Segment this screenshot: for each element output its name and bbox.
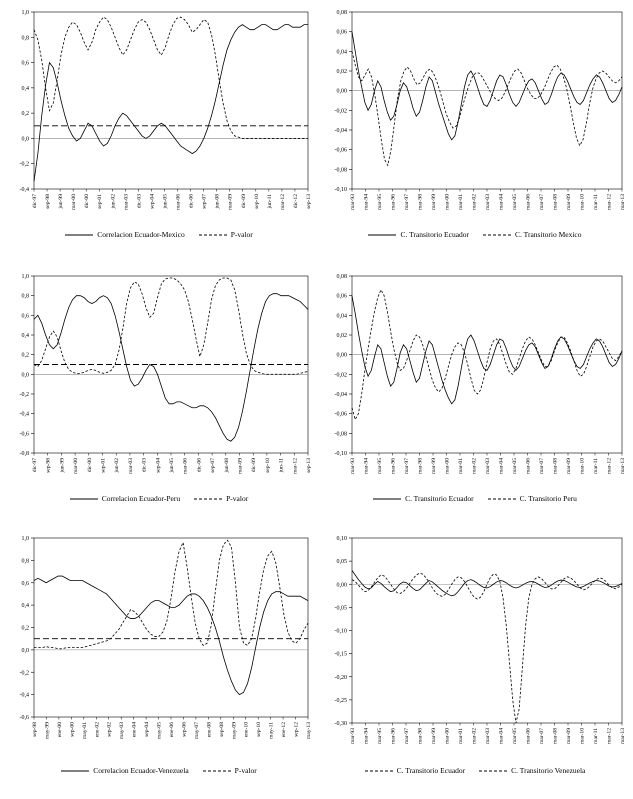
svg-text:sep-13: sep-13 <box>306 458 312 473</box>
svg-text:0,6: 0,6 <box>21 580 29 587</box>
legend-label: P-valor <box>234 766 257 775</box>
svg-text:sep-10: sep-10 <box>256 722 263 737</box>
plot-area-6 <box>322 530 628 765</box>
svg-text:dic-97: dic-97 <box>32 194 38 209</box>
line-chart-correlation-ecuador-venezuela <box>4 530 314 765</box>
svg-text:may-09: may-09 <box>231 722 238 740</box>
svg-text:may-05: may-05 <box>156 722 163 740</box>
svg-text:mar-01: mar-01 <box>458 458 464 475</box>
svg-text:ene-02: ene-02 <box>94 722 101 738</box>
svg-text:mar-97: mar-97 <box>404 458 410 475</box>
chart-panel-transitory-ecuador-mexico <box>322 4 628 254</box>
chart-panel-transitory-ecuador-peru <box>322 268 628 518</box>
svg-text:sep-04: sep-04 <box>144 722 151 737</box>
svg-text:mar-05: mar-05 <box>512 458 518 475</box>
dashed-line-swatch <box>203 768 231 774</box>
legend-item <box>368 231 469 239</box>
solid-line-swatch <box>70 496 98 502</box>
svg-text:-0,05: -0,05 <box>334 605 347 612</box>
legend-item <box>203 767 257 775</box>
legend-label: C. Transitorio Venezuela <box>511 766 586 775</box>
svg-text:dic-00: dic-00 <box>86 458 93 473</box>
svg-text:may-03: may-03 <box>119 722 126 740</box>
svg-text:-0,4: -0,4 <box>19 411 29 418</box>
svg-text:mar-10: mar-10 <box>579 458 586 475</box>
svg-text:may-99: may-99 <box>44 722 51 740</box>
svg-text:sep-02: sep-02 <box>106 722 113 737</box>
svg-text:mar-97: mar-97 <box>404 194 410 211</box>
svg-text:mar-98: mar-98 <box>417 728 424 745</box>
svg-text:mar-12: mar-12 <box>606 728 613 745</box>
legend-item <box>373 495 474 503</box>
svg-text:mar-07: mar-07 <box>539 458 545 475</box>
svg-text:mar-10: mar-10 <box>579 194 586 211</box>
svg-text:0,4: 0,4 <box>21 603 29 610</box>
svg-text:-0,4: -0,4 <box>19 692 29 699</box>
svg-text:mar-98: mar-98 <box>417 194 424 211</box>
svg-text:sep-10: sep-10 <box>253 194 260 209</box>
svg-text:0,05: 0,05 <box>336 559 347 566</box>
svg-text:dic-03: dic-03 <box>141 458 148 473</box>
svg-text:mar-06: mar-06 <box>525 728 532 745</box>
svg-text:sep-04: sep-04 <box>155 458 162 473</box>
chart-panel-correlation-ecuador-venezuela <box>4 530 314 790</box>
svg-text:0,08: 0,08 <box>336 274 347 280</box>
plot-area-4 <box>322 268 628 493</box>
legend-panel-4 <box>322 495 628 503</box>
svg-text:mar-05: mar-05 <box>512 728 518 745</box>
svg-text:0,6: 0,6 <box>21 313 29 320</box>
svg-text:dic-12: dic-12 <box>292 194 299 209</box>
svg-text:jun-99: jun-99 <box>58 194 65 209</box>
solid-line-swatch <box>65 232 93 238</box>
svg-text:mar-12: mar-12 <box>292 458 299 475</box>
line-chart-correlation-ecuador-peru <box>4 268 314 493</box>
svg-text:mar-06: mar-06 <box>175 194 182 211</box>
dashed-line-swatch <box>479 768 507 774</box>
svg-text:mar-12: mar-12 <box>279 194 286 211</box>
svg-text:mar-01: mar-01 <box>458 194 464 211</box>
svg-text:0,06: 0,06 <box>336 293 347 300</box>
svg-text:mar-04: mar-04 <box>498 728 505 745</box>
svg-text:mar-95: mar-95 <box>377 458 383 475</box>
svg-text:sep-07: sep-07 <box>210 458 217 473</box>
svg-text:mar-09: mar-09 <box>566 458 572 475</box>
svg-text:1,0: 1,0 <box>21 274 29 280</box>
svg-text:mar-06: mar-06 <box>525 458 532 475</box>
svg-text:mar-05: mar-05 <box>512 194 518 211</box>
legend-item <box>70 495 180 503</box>
legend-label: P-valor <box>230 230 253 239</box>
svg-text:jun-08: jun-08 <box>223 458 230 473</box>
line-chart-transitory-ecuador-venezuela <box>322 530 628 765</box>
svg-text:mar-01: mar-01 <box>458 728 464 745</box>
svg-text:mar-08: mar-08 <box>552 728 559 745</box>
svg-text:0,2: 0,2 <box>21 625 29 632</box>
svg-text:mar-94: mar-94 <box>363 728 370 745</box>
svg-text:sep-00: sep-00 <box>69 722 76 737</box>
svg-text:sep-04: sep-04 <box>149 194 156 209</box>
svg-text:mar-95: mar-95 <box>377 194 383 211</box>
svg-text:dic-09: dic-09 <box>251 458 258 473</box>
legend-item <box>65 231 185 239</box>
svg-text:-0,02: -0,02 <box>334 372 347 379</box>
legend-label: Correlacion Ecuador-Venezuela <box>93 766 189 775</box>
svg-text:0,08: 0,08 <box>336 10 347 16</box>
svg-text:0,00: 0,00 <box>336 88 347 95</box>
svg-text:mar-11: mar-11 <box>593 194 599 210</box>
svg-text:mar-00: mar-00 <box>444 458 451 475</box>
svg-text:may-01: may-01 <box>81 722 88 740</box>
svg-text:-0,20: -0,20 <box>334 674 347 681</box>
svg-text:mar-09: mar-09 <box>566 728 572 745</box>
svg-text:mar-00: mar-00 <box>73 458 80 475</box>
svg-text:mar-13: mar-13 <box>620 458 626 475</box>
svg-text:1,0: 1,0 <box>21 536 29 542</box>
svg-text:-0,2: -0,2 <box>19 161 29 168</box>
svg-text:0,8: 0,8 <box>21 35 29 42</box>
svg-text:-0,2: -0,2 <box>19 670 29 677</box>
legend-item <box>365 767 466 775</box>
svg-text:sep-13: sep-13 <box>306 194 312 209</box>
legend-panel-2 <box>322 231 628 239</box>
svg-text:0,4: 0,4 <box>21 85 29 92</box>
svg-text:mar-02: mar-02 <box>471 458 478 475</box>
svg-text:0,04: 0,04 <box>336 49 347 56</box>
svg-text:mar-02: mar-02 <box>471 194 478 211</box>
legend-panel-6 <box>322 767 628 775</box>
chart-panel-correlation-ecuador-mexico <box>4 4 314 254</box>
svg-text:mar-93: mar-93 <box>350 194 356 211</box>
svg-text:mar-93: mar-93 <box>350 458 356 475</box>
svg-text:jun-11: jun-11 <box>278 458 285 473</box>
svg-text:-0,08: -0,08 <box>334 167 347 174</box>
svg-text:jun-02: jun-02 <box>114 458 121 473</box>
legend-panel-1 <box>4 231 314 239</box>
svg-text:dic-00: dic-00 <box>84 194 91 209</box>
svg-text:-0,30: -0,30 <box>334 721 347 727</box>
svg-text:mar-96: mar-96 <box>390 194 397 211</box>
svg-text:-0,04: -0,04 <box>334 128 347 134</box>
legend-label: C. Transitorio Ecuador <box>405 494 474 503</box>
svg-text:-0,02: -0,02 <box>334 108 347 115</box>
svg-text:0,8: 0,8 <box>21 558 29 565</box>
dashed-line-swatch <box>365 768 393 774</box>
legend-label: Correlacion Ecuador-Peru <box>101 494 181 503</box>
dashed-line-swatch <box>194 496 222 502</box>
legend-item <box>194 495 248 503</box>
legend-label: P-valor <box>226 494 249 503</box>
svg-text:mar-04: mar-04 <box>498 458 505 475</box>
legend-label: C. Transitorio Peru <box>519 494 577 503</box>
svg-text:-0,10: -0,10 <box>334 628 347 635</box>
svg-text:mar-03: mar-03 <box>123 194 130 211</box>
plot-area-1 <box>4 4 314 229</box>
legend-panel-5 <box>4 767 314 775</box>
svg-text:sep-98: sep-98 <box>32 722 38 737</box>
chart-panel-transitory-ecuador-venezuela <box>322 530 628 790</box>
svg-text:0,02: 0,02 <box>336 333 347 339</box>
svg-text:mar-97: mar-97 <box>404 728 410 745</box>
svg-text:sep-10: sep-10 <box>264 458 271 473</box>
svg-text:mar-08: mar-08 <box>552 458 559 475</box>
svg-text:may-11: may-11 <box>268 722 275 739</box>
legend-label: C. Transitorio Ecuador <box>400 230 470 239</box>
svg-text:-0,2: -0,2 <box>19 392 29 398</box>
svg-text:may-07: may-07 <box>193 722 200 740</box>
svg-text:-0,6: -0,6 <box>19 715 29 721</box>
svg-text:mar-13: mar-13 <box>620 728 626 745</box>
svg-text:mar-04: mar-04 <box>498 194 505 211</box>
svg-text:0,6: 0,6 <box>21 60 29 67</box>
svg-text:jun-05: jun-05 <box>162 194 169 209</box>
svg-text:mar-02: mar-02 <box>471 728 478 745</box>
svg-text:ene-08: ene-08 <box>206 722 213 738</box>
svg-text:-0,4: -0,4 <box>19 187 29 193</box>
svg-text:0,4: 0,4 <box>21 333 29 339</box>
svg-text:-0,04: -0,04 <box>334 392 347 398</box>
svg-text:mar-00: mar-00 <box>444 728 451 745</box>
svg-text:-0,10: -0,10 <box>334 451 347 457</box>
legend-label: Correlacion Ecuador-Mexico <box>97 230 185 239</box>
svg-text:jun-02: jun-02 <box>110 194 117 209</box>
svg-text:mar-07: mar-07 <box>539 194 545 211</box>
svg-text:mar-09: mar-09 <box>227 194 234 211</box>
svg-text:mar-03: mar-03 <box>485 728 491 745</box>
line-chart-correlation-ecuador-mexico <box>4 4 314 229</box>
svg-text:0,00: 0,00 <box>336 352 347 359</box>
dashed-line-swatch <box>483 232 511 238</box>
legend-label: C. Transitorio Mexico <box>515 230 582 239</box>
svg-text:0,2: 0,2 <box>21 352 29 359</box>
legend-label: C. Transitorio Ecuador <box>396 766 466 775</box>
dashed-line-swatch <box>488 496 516 502</box>
svg-text:sep-06: sep-06 <box>181 722 188 737</box>
svg-text:0,0: 0,0 <box>21 647 29 654</box>
svg-text:mar-94: mar-94 <box>363 194 370 211</box>
svg-text:-0,8: -0,8 <box>19 451 29 457</box>
svg-text:mar-07: mar-07 <box>539 728 545 745</box>
svg-text:jun-99: jun-99 <box>59 458 66 473</box>
svg-text:mar-12: mar-12 <box>606 458 613 475</box>
svg-text:mar-95: mar-95 <box>377 728 383 745</box>
svg-text:mar-06: mar-06 <box>525 194 532 211</box>
svg-text:dic-03: dic-03 <box>136 194 143 209</box>
svg-text:-0,06: -0,06 <box>334 147 347 154</box>
svg-text:jun-05: jun-05 <box>169 458 175 473</box>
line-chart-transitory-ecuador-mexico <box>322 4 628 229</box>
legend-item <box>483 231 581 239</box>
chart-panel-correlation-ecuador-peru <box>4 268 314 518</box>
svg-text:sep-01: sep-01 <box>97 194 104 209</box>
svg-text:-0,25: -0,25 <box>334 697 347 704</box>
svg-text:mar-12: mar-12 <box>606 194 613 211</box>
svg-text:0,0: 0,0 <box>21 372 29 379</box>
dashed-line-swatch <box>199 232 227 238</box>
svg-text:mar-93: mar-93 <box>350 728 356 745</box>
svg-text:mar-09: mar-09 <box>237 458 244 475</box>
svg-text:jun-08: jun-08 <box>214 194 221 209</box>
svg-text:mar-96: mar-96 <box>390 728 397 745</box>
svg-text:dic-97: dic-97 <box>32 458 38 473</box>
legend-item <box>61 767 188 775</box>
svg-text:-0,08: -0,08 <box>334 431 347 438</box>
svg-text:mar-98: mar-98 <box>417 458 424 475</box>
svg-text:0,02: 0,02 <box>336 69 347 75</box>
svg-text:mar-08: mar-08 <box>552 194 559 211</box>
svg-text:sep-98: sep-98 <box>45 458 52 473</box>
svg-text:jun-11: jun-11 <box>266 194 273 209</box>
svg-text:0,00: 0,00 <box>336 582 347 589</box>
svg-text:-0,06: -0,06 <box>334 411 347 418</box>
svg-text:may-13: may-13 <box>306 722 312 740</box>
plot-area-3 <box>4 268 314 493</box>
solid-line-swatch <box>373 496 401 502</box>
svg-text:0,10: 0,10 <box>336 536 347 542</box>
legend-item <box>199 231 253 239</box>
svg-text:ene-12: ene-12 <box>281 722 288 738</box>
svg-text:ene-06: ene-06 <box>169 722 175 738</box>
svg-text:mar-00: mar-00 <box>71 194 78 211</box>
svg-text:mar-03: mar-03 <box>485 458 491 475</box>
solid-line-swatch <box>61 768 89 774</box>
svg-text:-0,6: -0,6 <box>19 431 29 438</box>
svg-text:sep-08: sep-08 <box>218 722 225 737</box>
legend-item <box>488 495 577 503</box>
plot-area-2 <box>322 4 628 229</box>
svg-text:mar-11: mar-11 <box>593 458 599 474</box>
legend-panel-3 <box>4 495 314 503</box>
svg-text:0,8: 0,8 <box>21 293 29 300</box>
svg-text:ene-04: ene-04 <box>131 722 138 738</box>
svg-text:ene-10: ene-10 <box>243 722 250 738</box>
svg-text:0,04: 0,04 <box>336 313 347 320</box>
solid-line-swatch <box>368 232 396 238</box>
svg-text:dic-06: dic-06 <box>188 194 195 209</box>
legend-item <box>479 767 585 775</box>
line-chart-transitory-ecuador-peru <box>322 268 628 493</box>
plot-area-5 <box>4 530 314 765</box>
svg-text:mar-13: mar-13 <box>620 194 626 211</box>
svg-text:ene-00: ene-00 <box>56 722 63 738</box>
svg-text:-0,15: -0,15 <box>334 651 347 658</box>
svg-text:mar-06: mar-06 <box>182 458 189 475</box>
svg-text:0,2: 0,2 <box>21 111 29 118</box>
svg-text:dic-06: dic-06 <box>196 458 203 473</box>
svg-text:sep-12: sep-12 <box>293 722 300 737</box>
svg-text:mar-09: mar-09 <box>566 194 572 211</box>
svg-text:0,0: 0,0 <box>21 136 29 143</box>
svg-text:mar-03: mar-03 <box>485 194 491 211</box>
svg-text:sep-98: sep-98 <box>45 194 52 209</box>
svg-text:-0,10: -0,10 <box>334 187 347 193</box>
svg-text:1,0: 1,0 <box>21 10 29 16</box>
svg-text:mar-11: mar-11 <box>593 728 599 744</box>
svg-text:sep-07: sep-07 <box>201 194 208 209</box>
svg-text:sep-01: sep-01 <box>100 458 107 473</box>
svg-text:mar-99: mar-99 <box>431 728 437 745</box>
svg-text:dic-09: dic-09 <box>240 194 247 209</box>
svg-text:mar-99: mar-99 <box>431 194 437 211</box>
svg-text:mar-99: mar-99 <box>431 458 437 475</box>
svg-text:mar-03: mar-03 <box>127 458 134 475</box>
svg-text:mar-94: mar-94 <box>363 458 370 475</box>
svg-text:0,06: 0,06 <box>336 29 347 36</box>
svg-text:mar-10: mar-10 <box>579 728 586 745</box>
svg-text:mar-96: mar-96 <box>390 458 397 475</box>
svg-text:mar-00: mar-00 <box>444 194 451 211</box>
